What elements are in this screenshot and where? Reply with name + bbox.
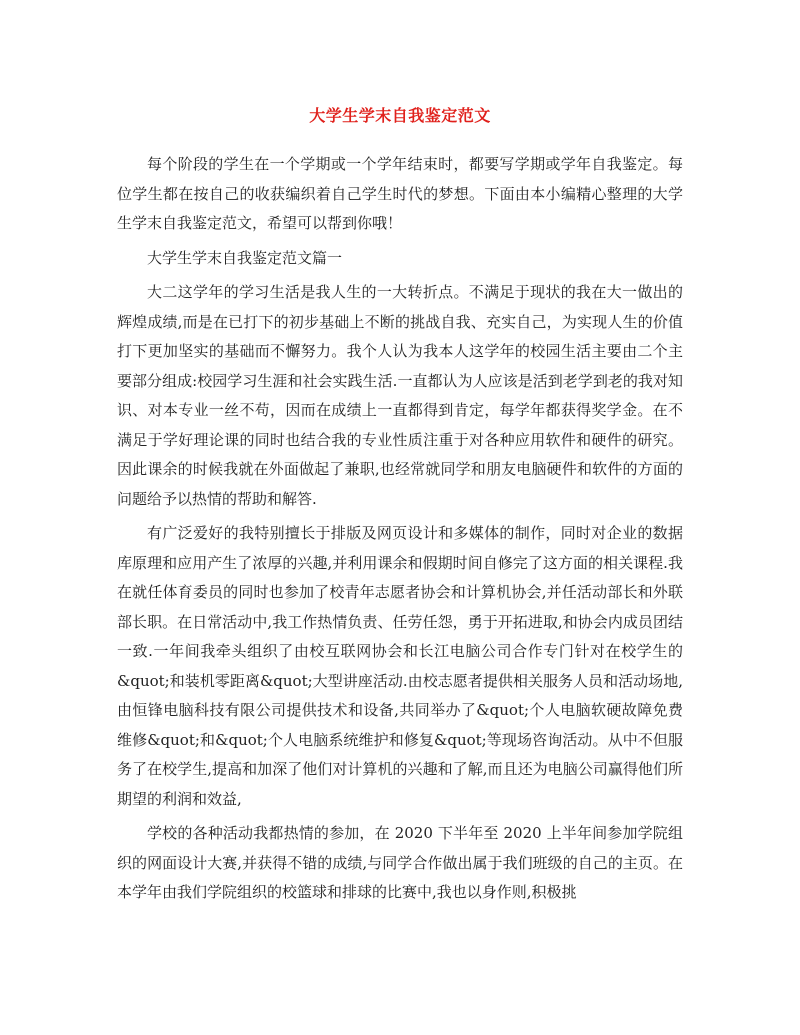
body-paragraph: 学校的各种活动我都热情的参加，在 2020 下半年至 2020 上半年间参加学院组织的网面设计大赛,并获得不错的成绩,与同学合作做出属于我们班级的自己的主页。在本学年由我们学院组织的校篮球和排球的比赛中,我也以身作则,积极挑 <box>117 824 683 901</box>
section-heading: 大学生学末自我鉴定范文篇一 <box>147 248 343 267</box>
body-paragraph: 有广泛爱好的我特别擅长于排版及网页设计和多媒体的制作，同时对企业的数据库原理和应用产生了浓厚的兴趣,并利用课余和假期时间自修完了这方面的相关课程.我在就任体育委员的同时也参加了校青年志愿者协会和计算机协会,并任活动部长和外联部长职。在日常活动中,我工作热情负责、任劳任怨，勇于开拓进取,和协会内成员团结一致.一年间我牵头组织了由校互联网协会和长江电脑公司合作专门针对在校学生的&quot;和装机零距离&quot;大型讲座活动.由校志愿者提供相关服务人员和活动场地,由恒锋电脑科技有限公司提供技术和设备,共同举办了&quot;个人电脑软硬故障免费维修&quot;和&quot;个人电脑系统维护和修复&quot;等现场咨询活动。从中不但服务了在校学生,提高和加深了他们对计算机的兴趣和了解,而且还为电脑公司赢得他们所期望的利润和效益, <box>117 524 683 808</box>
document-title: 大学生学末自我鉴定范文 <box>309 106 491 125</box>
intro-paragraph: 每个阶段的学生在一个学期或一个学年结束时，都要写学期或学年自我鉴定。每位学生都在按自己的收获编织着自己学生时代的梦想。下面由本小编精心整理的大学生学末自我鉴定范文，希望可以帮到你哦！ <box>117 155 683 232</box>
document-body <box>117 150 683 913</box>
body-paragraph: 大二这学年的学习生活是我人生的一大转折点。不满足于现状的我在大一做出的辉煌成绩,而是在已打下的初步基础上不断的挑战自我、充实自己，为实现人生的价值打下更加坚实的基础而不懈努力。我个人认为我本人这学年的校园生活主要由二个主要部分组成:校园学习生涯和社会实践生活.一直都认为人应该是活到老学到老的我对知识、对本专业一丝不苟，因而在成绩上一直都得到肯定，每学年都获得奖学金。在不满足于学好理论课的同时也结合我的专业性质注重于对各种应用软件和硬件的研究。因此课余的时候我就在外面做起了兼职,也经常就同学和朋友电脑硬件和软件的方面的问题给予以热情的帮助和解答. <box>117 283 683 508</box>
